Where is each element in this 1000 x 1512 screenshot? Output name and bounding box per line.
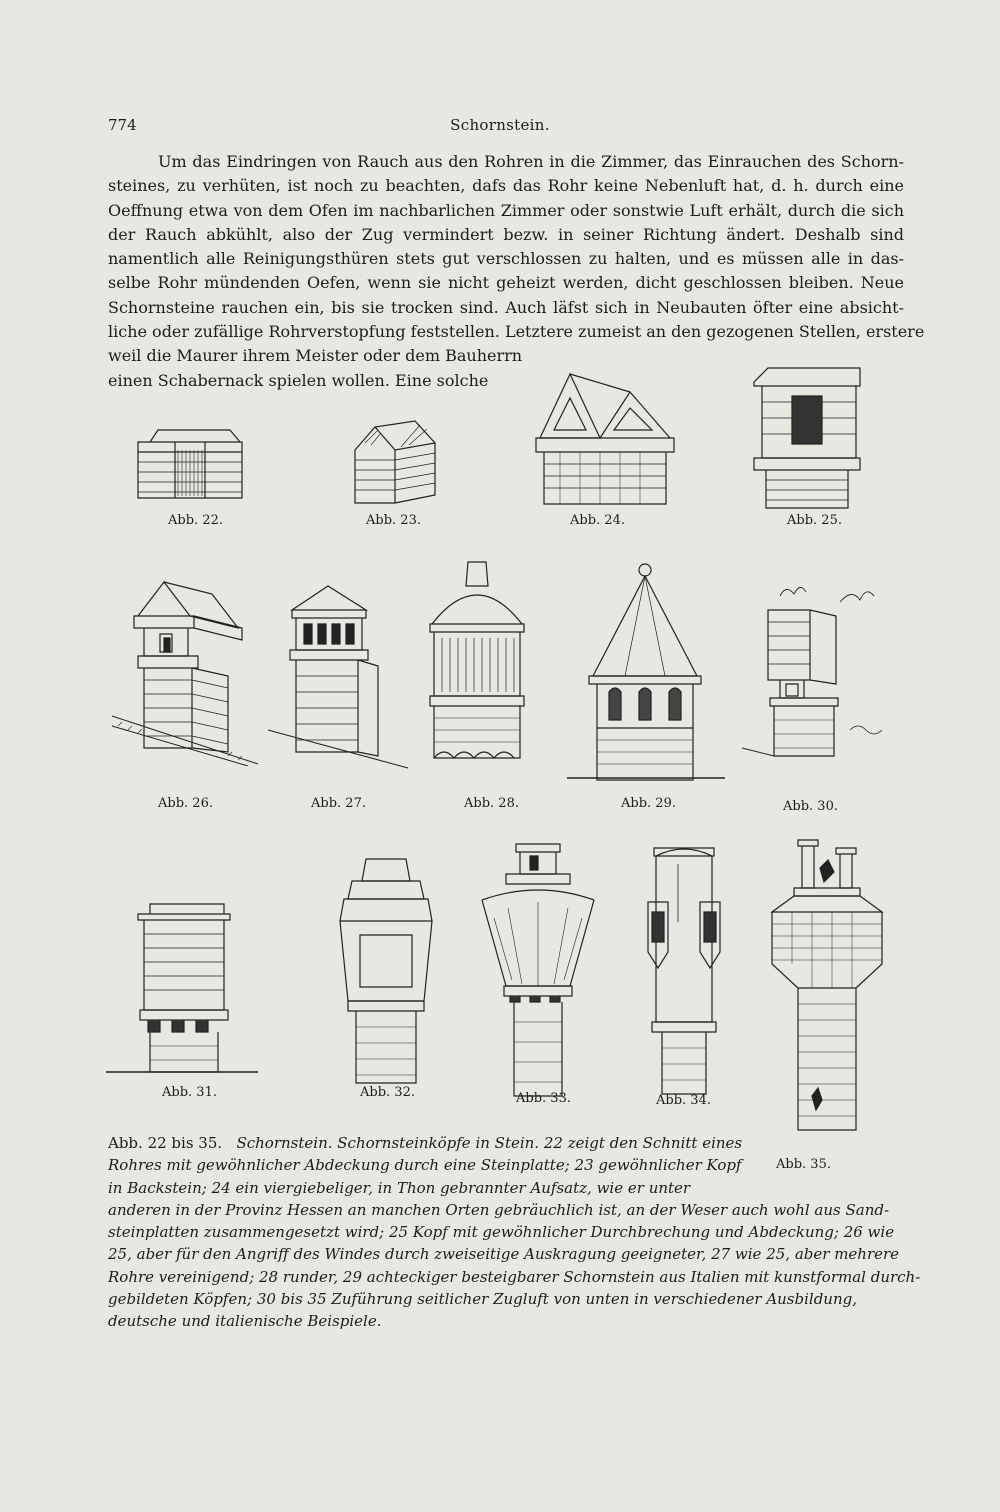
figure-31-corbelled-chimney	[104, 898, 260, 1078]
caption-line: Rohre vereinigend; 28 runder, 29 achteckiger besteigbarer Schornstein aus Italien mit kunstformal durch-	[108, 1267, 921, 1286]
figure-35-tall-brick-chimney	[762, 838, 892, 1140]
body-line: weil die Maurer ihrem Meister oder dem Bauherrn	[108, 346, 523, 366]
figure-26-chimney-on-roof	[108, 576, 260, 766]
figure-32-tapered-chimney	[326, 855, 446, 1087]
caption-line: deutsche und italienische Beispiele.	[108, 1312, 382, 1331]
caption-line: steinplatten zusammengesetzt wird; 25 Kopf mit gewöhnlicher Durchbrechung und Abdeckung; 26 wie	[108, 1223, 895, 1242]
body-paragraph	[108, 150, 925, 393]
figure-label: Abb. 26.	[158, 796, 213, 811]
caption-line: anderen in der Provinz Hessen an manchen Orten gebräuchlich ist, an der Weser auch wohl aus Sand-	[108, 1200, 890, 1219]
figure-25-chimney-with-opening	[748, 362, 868, 510]
figure-label: Abb. 28.	[464, 796, 519, 811]
body-line: liche oder zufällige Rohrverstopfung feststellen. Letztere zumeist an den gezogenen Stellen, erstere	[108, 322, 925, 342]
figure-label: Abb. 33.	[516, 1091, 571, 1106]
figure-label: Abb. 35.	[776, 1157, 831, 1172]
figure-label: Abb. 31.	[162, 1085, 217, 1100]
caption-line: Rohres mit gewöhnlicher Abdeckung durch eine Steinplatte; 23 gewöhnlicher Kopf	[108, 1156, 742, 1175]
figure-23-chimney	[335, 415, 445, 507]
page-number: 774	[108, 116, 137, 134]
body-line: steines, zu verhüten, ist noch zu beachten, dafs das Rohr keine Nebenluft hat, d. h. durch eine	[108, 176, 904, 196]
body-line: der Rauch abkühlt, also der Zug vermindert bezw. in seiner Richtung ändert. Deshalb sind	[108, 224, 904, 244]
figure-28-round-chimney	[422, 558, 532, 786]
figure-label: Abb. 34.	[656, 1093, 711, 1108]
figure-27-multi-flue-chimney	[262, 580, 412, 770]
figure-30-chimney-with-smoke	[740, 580, 890, 770]
body-line: Oeffnung etwa von dem Ofen im nachbarlichen Zimmer oder sonstwie Luft erhält, durch die sich	[108, 200, 904, 220]
figure-label: Abb. 30.	[783, 799, 838, 814]
caption-line: 25, aber für den Angriff des Windes durch zweiseitige Auskragung geeigneter, 27 wie 25, aber mehrere	[108, 1245, 900, 1264]
figure-label: Abb. 29.	[621, 796, 676, 811]
figure-22-chimney-section	[130, 420, 250, 505]
figure-34-pointed-chimney	[634, 842, 734, 1100]
caption-head: Abb. 22 bis 35.	[108, 1134, 223, 1152]
body-line: namentlich alle Reinigungsthüren stets gut verschlossen zu halten, und es müssen alle in das-	[108, 249, 904, 269]
body-line: Um das Eindringen von Rauch aus den Rohren in die Zimmer, das Einrauchen des Schorn-	[158, 152, 904, 171]
caption-line: Schornstein. Schornsteinköpfe in Stein. 22 zeigt den Schnitt eines	[236, 1134, 743, 1152]
figure-33-conical-chimney	[478, 838, 598, 1100]
figure-label: Abb. 22.	[168, 513, 223, 528]
caption-line: in Backstein; 24 ein viergiebeliger, in Thon gebrannter Aufsatz, wie er unter	[108, 1178, 691, 1197]
figure-caption	[108, 1132, 921, 1333]
body-line: selbe Rohr mündenden Oefen, wenn sie nicht geheizt werden, dicht geschlossen bleiben. Neue	[108, 273, 904, 293]
caption-line: gebildeten Köpfen; 30 bis 35 Zuführung seitlicher Zugluft von unten in verschiedener Ausbildung,	[108, 1290, 857, 1309]
body-line: einen Schabernack spielen wollen. Eine solche	[108, 370, 489, 390]
figure-29-octagonal-chimney	[565, 560, 725, 785]
figure-label: Abb. 25.	[787, 513, 842, 528]
running-header: Schornstein.	[450, 116, 550, 134]
figure-label: Abb. 27.	[311, 796, 366, 811]
figure-label: Abb. 23.	[366, 513, 421, 528]
figure-label: Abb. 24.	[570, 513, 625, 528]
body-line: Schornsteine rauchen ein, bis sie trocken sind. Auch läfst sich in Neubauten öfter eine absicht-	[108, 297, 904, 317]
figure-label: Abb. 32.	[360, 1085, 415, 1100]
figure-24-four-gabled-chimney	[530, 368, 680, 508]
